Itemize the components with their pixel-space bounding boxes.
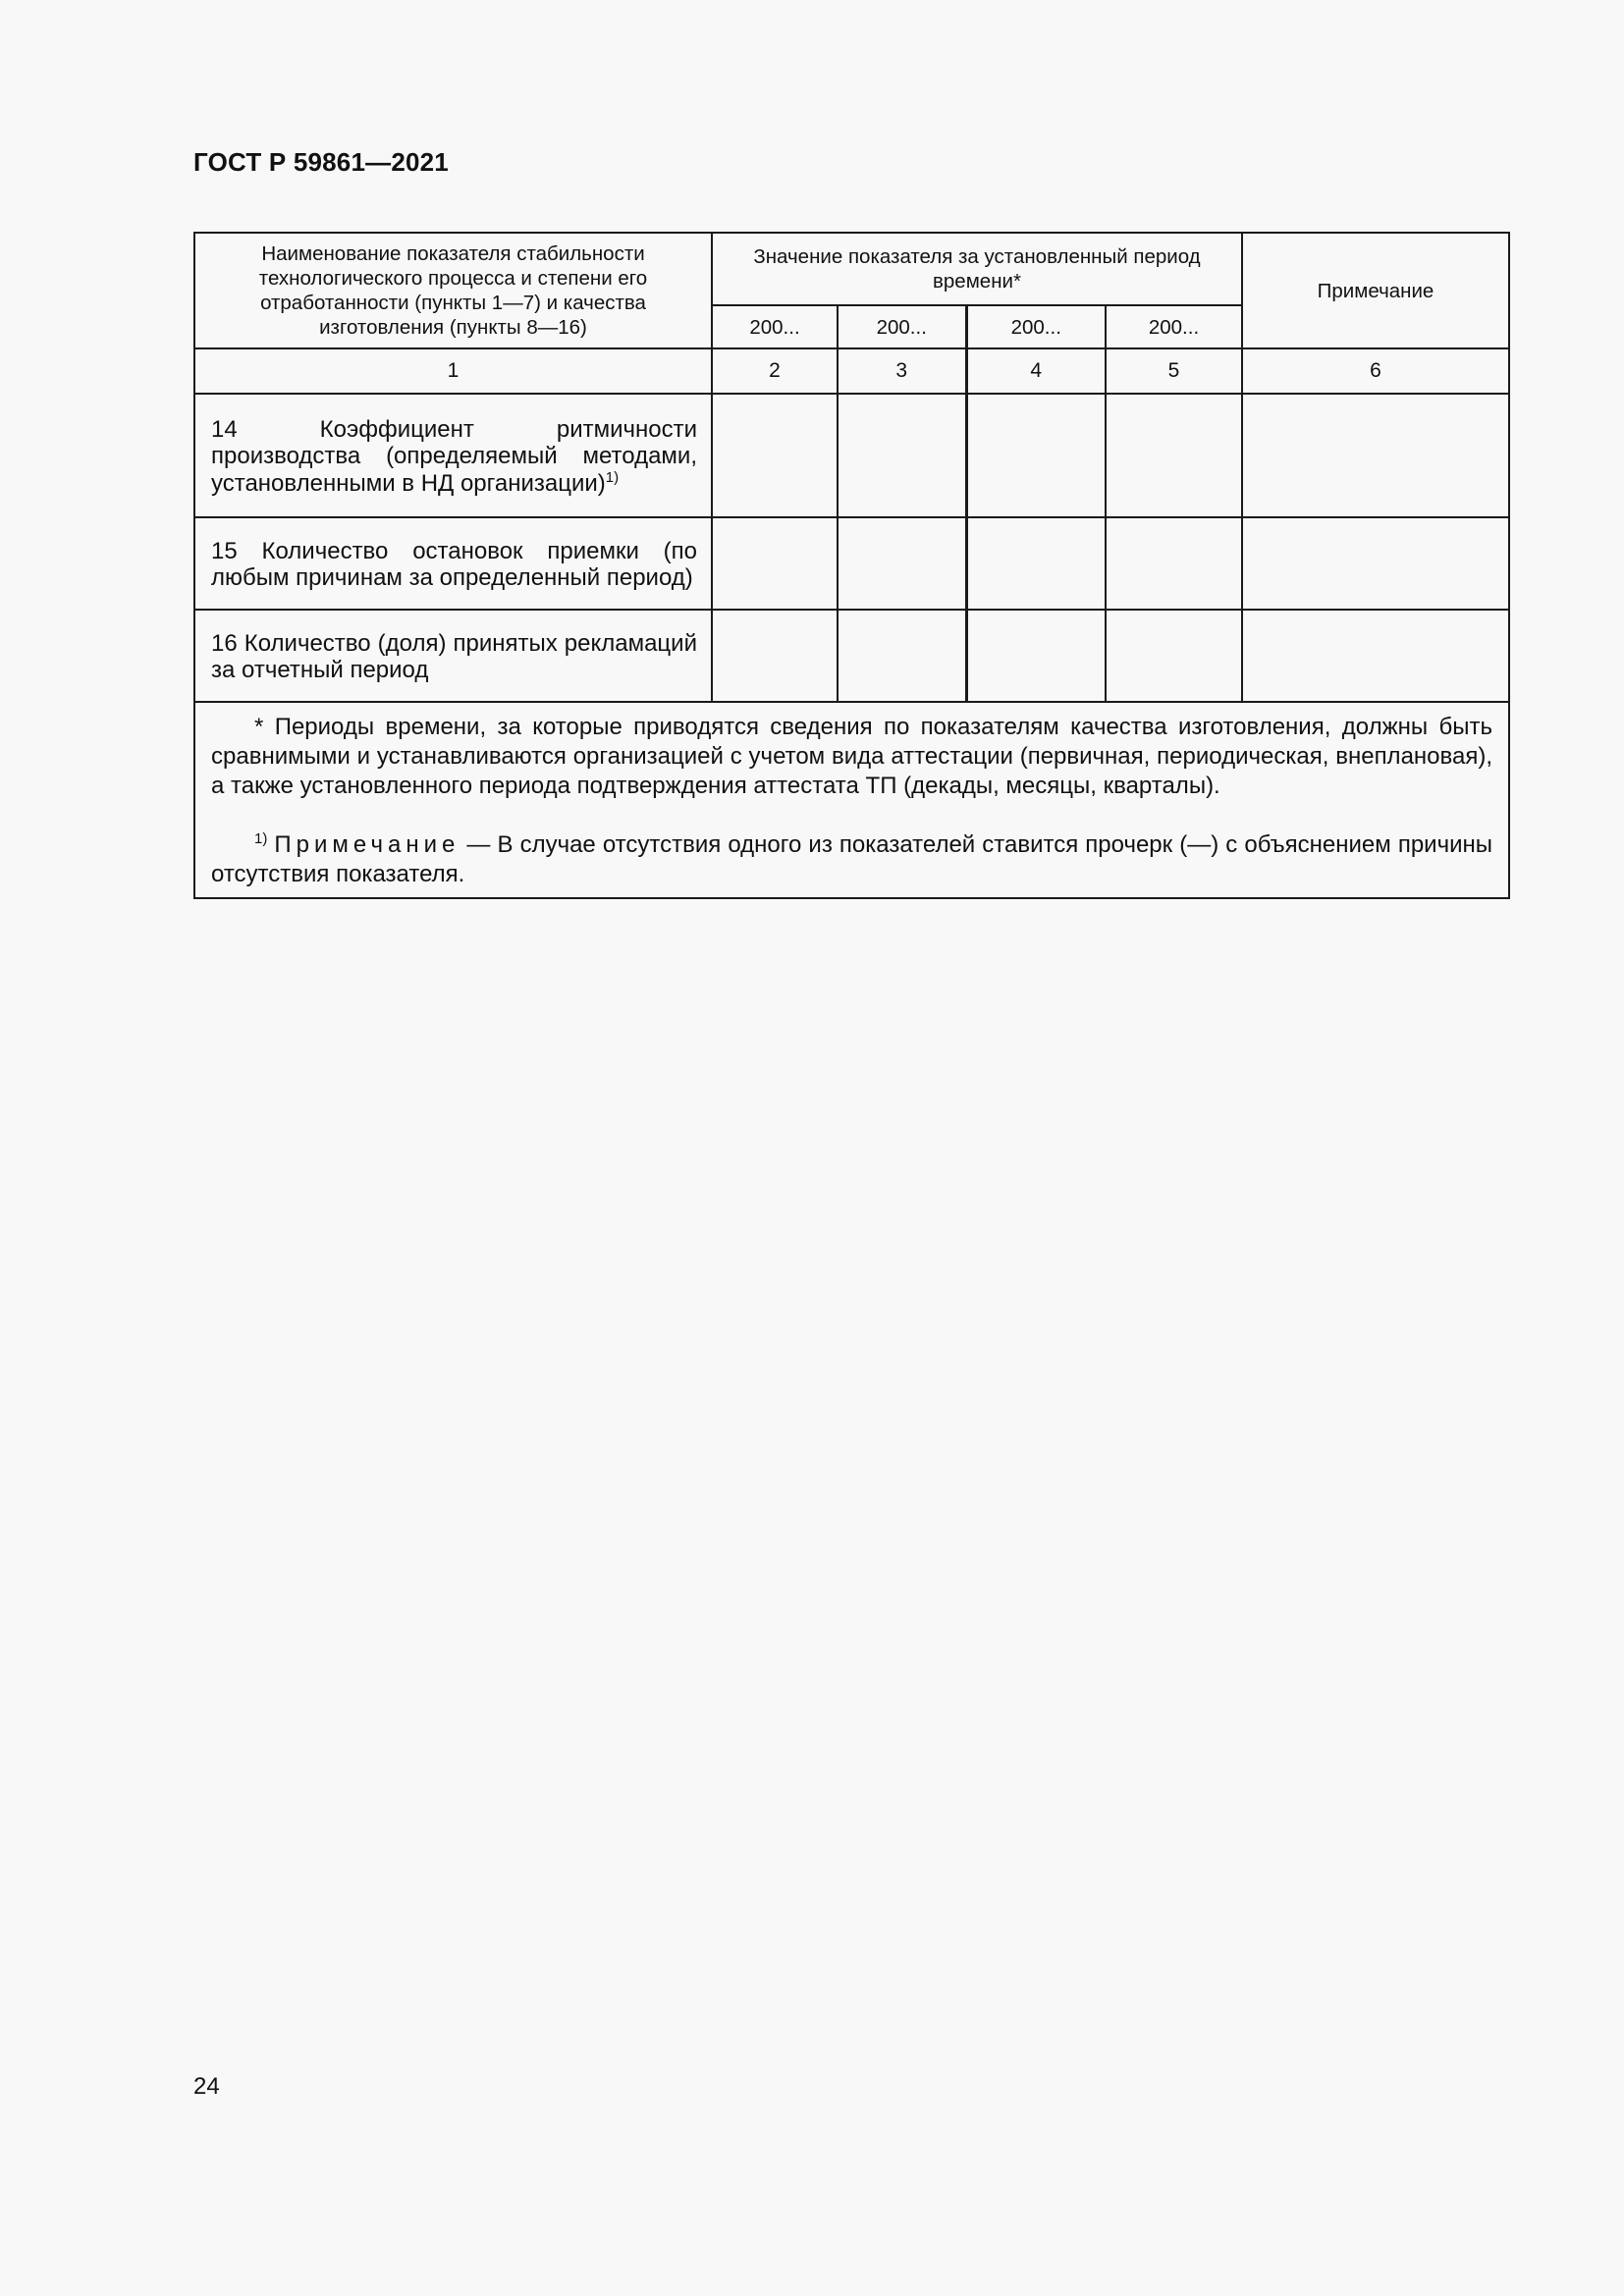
row-15-note (1242, 517, 1509, 610)
table-row (194, 610, 1509, 702)
row-16-name (194, 610, 712, 702)
column-number-3: 3 (838, 348, 966, 394)
row-16-note (1242, 610, 1509, 702)
page-number: 24 (193, 2073, 220, 2100)
header-year-4: 200... (1106, 305, 1242, 348)
note-text: — В случае отсутствия одного из показателей ставится прочерк (—) с объяснением причины отсутствия показателя. (211, 831, 1492, 887)
row-16-value-1 (712, 610, 838, 702)
column-numbers-row (194, 348, 1509, 394)
column-number-5: 5 (1106, 348, 1242, 394)
row-16-value-2 (838, 610, 966, 702)
row-14-value-4 (1106, 394, 1242, 517)
row-14-value-2 (838, 394, 966, 517)
row-15-value-4 (1106, 517, 1242, 610)
note-footnote-marker: 1) (254, 830, 268, 847)
table-row (194, 517, 1509, 610)
header-indicator-name (194, 233, 712, 348)
row-14-footnote-ref: 1) (605, 468, 620, 486)
header-year-2: 200... (838, 305, 966, 348)
column-number-1: 1 (194, 348, 712, 394)
table-row (194, 394, 1509, 517)
note-footnote (211, 830, 1492, 889)
column-number-2: 2 (712, 348, 838, 394)
row-14-note (1242, 394, 1509, 517)
row-15-value-1 (712, 517, 838, 610)
column-number-4: 4 (966, 348, 1106, 394)
table-footnotes (194, 702, 1509, 898)
header-year-1: 200... (712, 305, 838, 348)
header-year-3: 200... (966, 305, 1106, 348)
row-16-text: 16 Количество (доля) принятых рекламаций за отчетный период (211, 629, 697, 683)
header-note (1242, 233, 1509, 348)
row-16-value-4 (1106, 610, 1242, 702)
header-values (712, 233, 1242, 305)
indicators-table (193, 232, 1510, 899)
header-indicator-name-text: Наименование показателя стабильности технологического процесса и степени его отработанности (пункты 1—7) и качества изготовления (пункты 8—16) (258, 242, 648, 339)
row-15-value-3 (966, 517, 1106, 610)
footnote-row (194, 702, 1509, 898)
periods-footnote: * Периоды времени, за которые приводятся сведения по показателям качества изготовления, должны быть сравнимыми и устанавливаются организацией с учетом вида аттестации (первичная, периодическая, внеплановая), а также установленного периода подтверждения аттестата ТП (декады, месяцы, кварталы). (211, 714, 1492, 799)
row-16-value-3 (966, 610, 1106, 702)
row-14-text: 14 Коэффициент ритмичности производства (определяемый методами, установленными в НД организации) (211, 415, 697, 497)
header-note-text: Примечание (1317, 279, 1435, 302)
row-15-name (194, 517, 712, 610)
note-label: Примечание (274, 831, 460, 858)
row-15-value-2 (838, 517, 966, 610)
column-number-6: 6 (1242, 348, 1509, 394)
header-values-text: Значение показателя за установленный период времени* (753, 245, 1201, 293)
document-code: ГОСТ Р 59861—2021 (193, 147, 449, 177)
row-14-value-1 (712, 394, 838, 517)
row-15-text: 15 Количество остановок приемки (по любым причинам за определенный период) (211, 537, 697, 591)
row-14-value-3 (966, 394, 1106, 517)
row-14-name (194, 394, 712, 517)
